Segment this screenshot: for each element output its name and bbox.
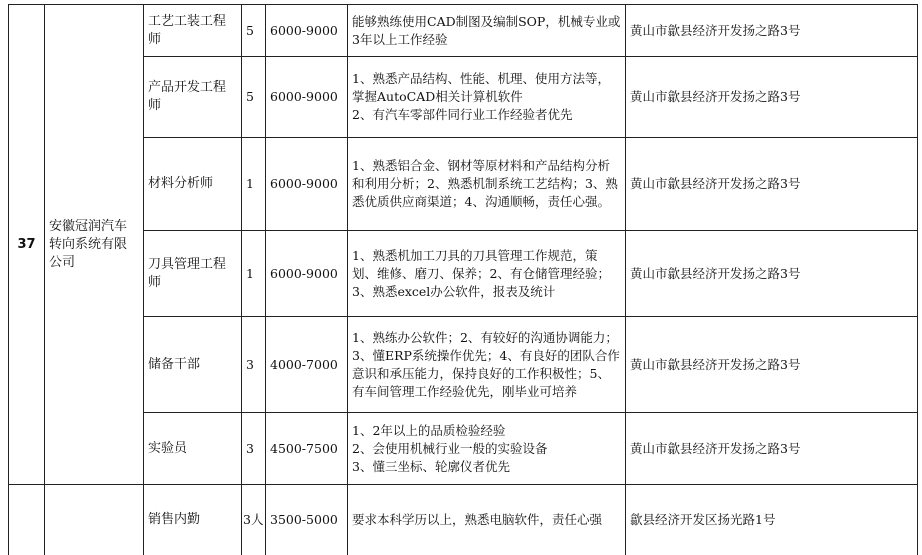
requirements: 1、熟悉铝合金、钢材等原材料和产品结构分析和利用分析；2、熟悉机制系统工艺结构；3、熟悉优质供应商渠道；4、沟通顺畅，责任心强。 — [348, 138, 626, 231]
job-title: 实验员 — [144, 413, 242, 485]
company-name: 安徽冠润汽车转向系统有限公司 — [45, 5, 144, 485]
address: 黄山市歙县经济开发扬之路3号 — [626, 57, 918, 138]
address: 黄山市歙县经济开发扬之路3号 — [626, 231, 918, 317]
table-row — [9, 57, 918, 138]
company-number — [9, 485, 45, 555]
salary: 4000-7000 — [266, 317, 348, 413]
headcount: 5 — [242, 5, 266, 57]
requirements: 1、熟练办公软件；2、有较好的沟通协调能力；3、懂ERP系统操作优先；4、有良好的团队合作意识和承压能力，保持良好的工作积极性；5、有车间管理工作经验优先，刚毕业可培养 — [348, 317, 626, 413]
headcount: 1 — [242, 138, 266, 231]
salary: 3500-5000 — [266, 485, 348, 555]
address: 黄山市歙县经济开发扬之路3号 — [626, 317, 918, 413]
company-name — [45, 485, 144, 555]
table-row — [9, 485, 918, 555]
salary: 6000-9000 — [266, 57, 348, 138]
table-row — [9, 231, 918, 317]
table-row — [9, 5, 918, 57]
job-title: 产品开发工程师 — [144, 57, 242, 138]
salary: 6000-9000 — [266, 138, 348, 231]
address: 黄山市歙县经济开发扬之路3号 — [626, 138, 918, 231]
job-title: 工艺工装工程师 — [144, 5, 242, 57]
job-title: 销售内勤 — [144, 485, 242, 555]
requirements: 要求本科学历以上，熟悉电脑软件，责任心强 — [348, 485, 626, 555]
table-row — [9, 317, 918, 413]
headcount: 3 — [242, 413, 266, 485]
requirements: 能够熟练使用CAD制图及编制SOP，机械专业或3年以上工作经验 — [348, 5, 626, 57]
job-title: 材料分析师 — [144, 138, 242, 231]
requirements: 1、熟悉机加工刀具的刀具管理工作规范，策划、维修、磨刀、保养；2、有仓储管理经验；3、熟悉excel办公软件，报表及统计 — [348, 231, 626, 317]
salary: 6000-9000 — [266, 5, 348, 57]
headcount: 5 — [242, 57, 266, 138]
salary: 4500-7500 — [266, 413, 348, 485]
address: 歙县经济开发区扬光路1号 — [626, 485, 918, 555]
headcount: 1 — [242, 231, 266, 317]
headcount: 3 — [242, 317, 266, 413]
job-listing-table — [8, 4, 918, 555]
job-title: 刀具管理工程师 — [144, 231, 242, 317]
address: 黄山市歙县经济开发扬之路3号 — [626, 413, 918, 485]
company-number: 37 — [9, 5, 45, 485]
table-row — [9, 413, 918, 485]
headcount: 3人 — [242, 485, 266, 555]
requirements: 1、2年以上的品质检验经验 2、会使用机械行业一般的实验设备 3、懂三坐标、轮廓仪者优先 — [348, 413, 626, 485]
address: 黄山市歙县经济开发扬之路3号 — [626, 5, 918, 57]
table-row — [9, 138, 918, 231]
job-title: 储备干部 — [144, 317, 242, 413]
salary: 6000-9000 — [266, 231, 348, 317]
requirements: 1、熟悉产品结构、性能、机理、使用方法等，掌握AutoCAD相关计算机软件 2、有汽车零部件同行业工作经验者优先 — [348, 57, 626, 138]
